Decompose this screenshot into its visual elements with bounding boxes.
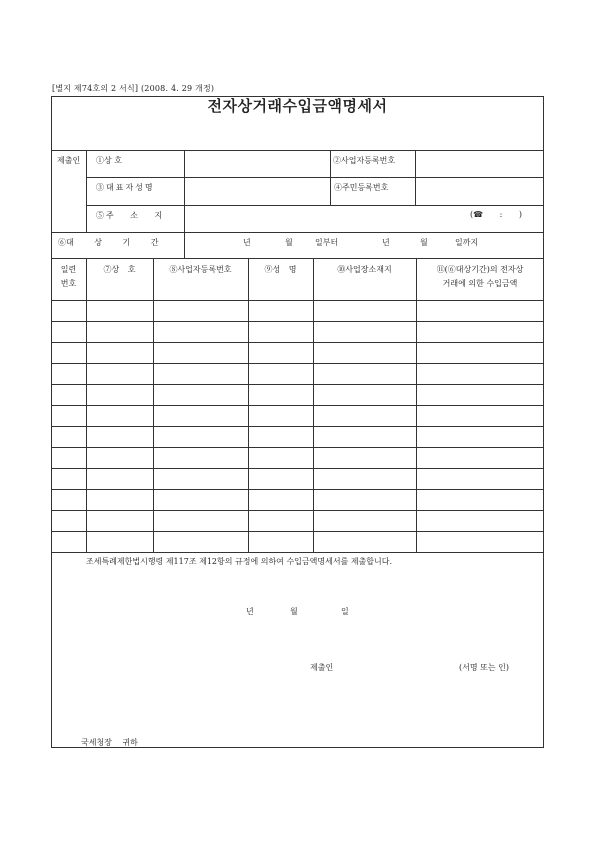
divider [415, 150, 416, 205]
statement-text: 조세특례제한법시행령 제117조 제12항의 규정에 의하여 수입금액명세서를 제출합니다. [86, 557, 392, 566]
divider [51, 531, 544, 532]
divider [184, 150, 185, 232]
signature-placeholder: (서명 또는 인) [459, 663, 509, 672]
business-reg-no-label: ②사업자등록번호 [333, 156, 396, 165]
form-title: 전자상거래수입금액명세서 [207, 97, 388, 115]
header-trade-name: ⑦상 호 [103, 265, 136, 274]
header-business-reg-no: ⑧사업자등록번호 [169, 265, 232, 274]
divider [416, 258, 417, 552]
divider [184, 232, 185, 258]
resident-reg-no-label: ④주민등록번호 [334, 183, 389, 192]
header-revenue-line1: ⑪(⑥대상기간)의 전자상 [436, 265, 524, 274]
divider [51, 510, 544, 511]
divider [248, 258, 249, 552]
divider [51, 489, 544, 490]
divider [51, 258, 544, 259]
divider [51, 150, 544, 151]
period-year2: 년 [382, 238, 390, 247]
divider [51, 447, 544, 448]
header-revenue-line2: 거래에 의한 수입금액 [442, 279, 518, 288]
divider [51, 426, 544, 427]
divider [153, 258, 154, 552]
submitter-label: 제출인 [57, 156, 81, 165]
addressee: 국세청장 귀하 [81, 738, 138, 747]
submitter-sign-label: 제출인 [310, 663, 334, 672]
header-serial-line1: 일련 [60, 265, 77, 274]
divider [330, 150, 331, 205]
date-month: 월 [290, 607, 298, 616]
form-frame [51, 96, 544, 748]
header-revenue [416, 263, 544, 291]
divider [313, 258, 314, 552]
address-label: ⑤주 소 지 [96, 211, 165, 220]
header-location: ⑩사업장소재지 [337, 265, 392, 274]
header-serial [51, 263, 86, 291]
divider [51, 552, 544, 553]
period-day2: 일까지 [455, 238, 479, 247]
divider [51, 342, 544, 343]
form-caption: [별지 제74호의 2 서식] (2008. 4. 29 개정) [52, 84, 215, 93]
divider [51, 300, 544, 301]
divider [51, 405, 544, 406]
divider [51, 232, 544, 233]
trade-name-label [96, 155, 181, 166]
date-day: 일 [341, 607, 349, 616]
divider [86, 258, 87, 552]
divider [51, 321, 544, 322]
period-year1: 년 [243, 238, 251, 247]
period-month1: 월 [285, 238, 293, 247]
period-label: ⑥대 상 기 간 [58, 238, 159, 247]
period-day1: 일부터 [315, 238, 339, 247]
header-serial-line2: 번호 [60, 279, 77, 288]
divider [51, 468, 544, 469]
period-month2: 월 [420, 238, 428, 247]
phone-field: (☎ : ) [470, 210, 522, 219]
divider [86, 177, 544, 178]
divider [51, 384, 544, 385]
divider [51, 363, 544, 364]
divider [86, 150, 87, 232]
header-name: ⑨성 명 [264, 265, 297, 274]
representative-label: ③대표자성명 [96, 183, 155, 192]
date-year: 년 [246, 607, 254, 616]
divider [86, 205, 544, 206]
trade-name-text: ①상 호 [96, 156, 122, 165]
